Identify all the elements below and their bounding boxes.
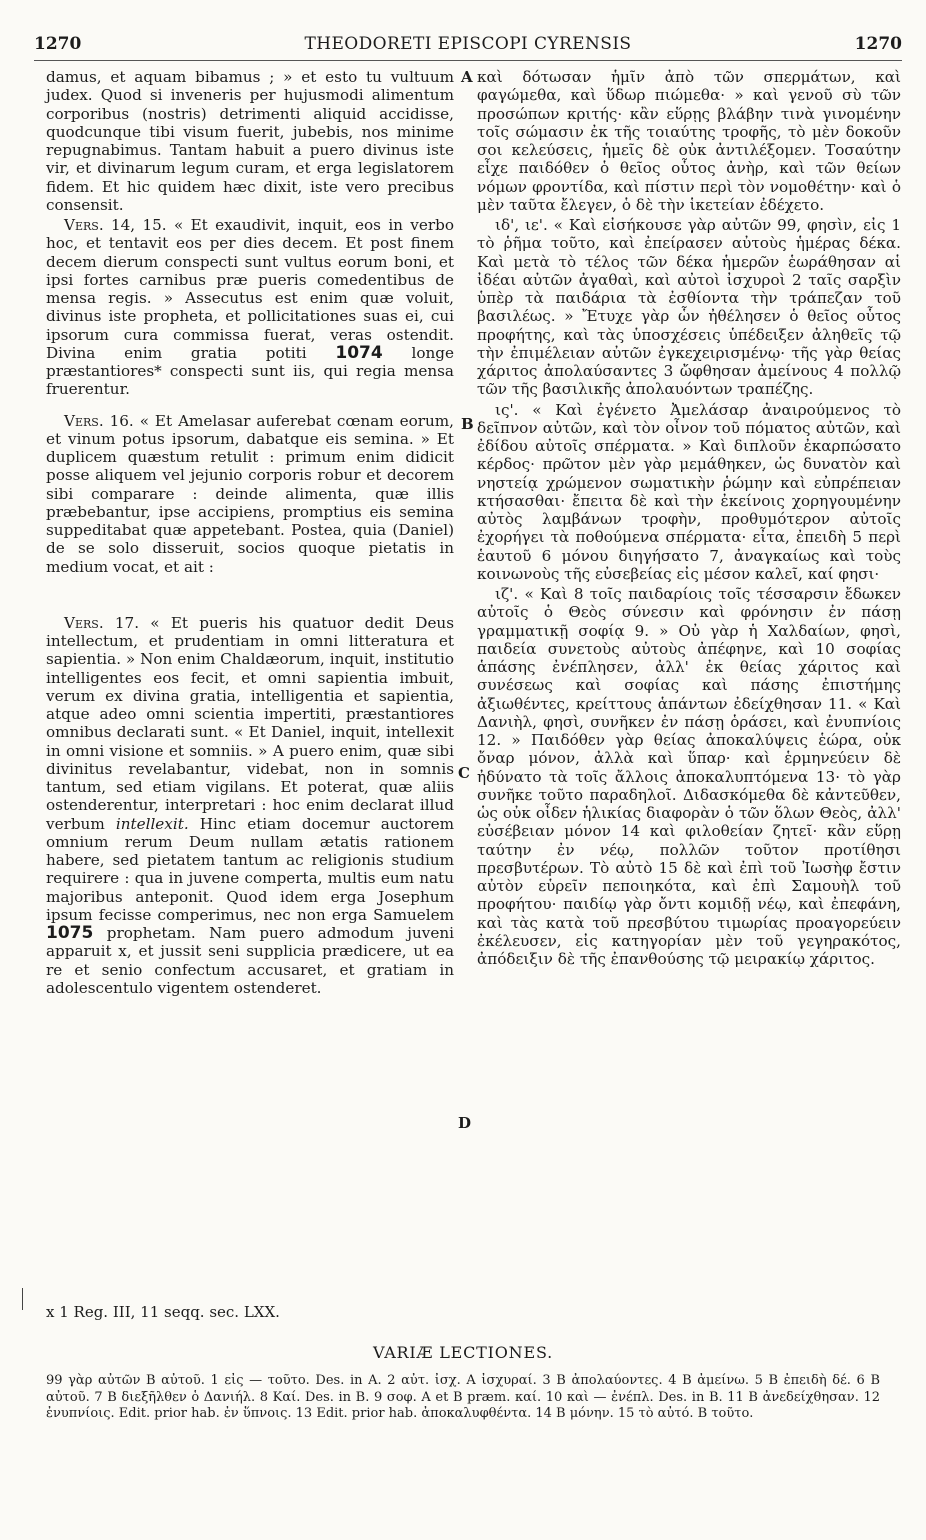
column-number: 1074 <box>335 342 383 363</box>
page-number-left: 1270 <box>34 34 82 54</box>
italic-word: intellexit. <box>115 814 189 833</box>
section-marker-d: D <box>458 1114 472 1132</box>
page-header <box>34 34 902 60</box>
latin-paragraph-2: Vers. 14, 15. « Et exaudivit, inquit, eos in verbo hoc, et tentavit eos per dies decem. Et post finem decem dierum conspecti sunt vultus eorum boni, et ipsi fortes carnibus præ pueris comedentibus de mensa regis. » Assecutus est enim quæ voluit, divinus iste propheta, et pollicitationes suas ei, cui ipsorum cura commissa fuerat, veras ostendit. Divina enim gratia potiti 1074 longe præstantiores* conspecti sunt iis, qui regia mensa fruerentur. <box>46 216 454 399</box>
page-number-right: 1270 <box>854 34 902 54</box>
variae-text: 99 γὰρ αὐτῶν B αὐτοῦ. 1 εἰς — τοῦτο. Des. in A. 2 αὐτ. ἰσχ. A ἰσχυραί. 3 B ἀπολαύοντες. 4 B ἀμείνω. 5 B ἐπειδὴ δέ. 6 B αὐτοῦ. 7 B διεξῆλθεν ὁ Δανιήλ. 8 Καί. Des. in B. 9 σοφ. A et B præm. καί. 10 καὶ — ἐνέπλ. Des. in B. 11 B ἀνεδείχθησαν. 12 ἐνυπνίοις. Edit. prior hab. ἐν ὕπνοις. 13 Edit. prior hab. ἀποκαλυφθέντα. 14 B μόνην. 15 τὸ αὐτό. B τοῦτο. <box>46 1373 880 1421</box>
margin-mark <box>22 1288 23 1310</box>
greek-column <box>477 68 901 968</box>
variae-heading: VARIÆ LECTIONES. <box>372 1343 554 1362</box>
latin-paragraph-3: Vers. 16. « Et Amelasar auferebat cœnam eorum, et vinum potus ipsorum, dabatque eis semina. » Et duplicem quæstum retulit : primum enim didicit posse aliquem vel jejunio corporis robur et decorem sibi comparare : deinde alimenta, quæ illis præbebantur, ipse accipiens, promptius eis semina suppeditabat quæ appetebant. Postea, quia (Daniel) de se solo disseruit, socios quoque pietatis in medium vocat, et ait : <box>46 411 455 576</box>
header-rule <box>34 60 902 61</box>
greek-paragraph-2: ιδ', ιε'. « Καὶ εἰσήκουσε γὰρ αὐτῶν 99, φησὶν, εἰς 1 τὸ ῥῆμα τοῦτο, καὶ ἐπείρασεν αὐτοὺς ἡμέρας δέκα. Καὶ μετὰ τὸ τέλος τῶν δέκα ἡμερῶν ἑωράθησαν αἱ ἰδέαι αὐτῶν ἀγαθαὶ, καὶ αὐτοὶ ἰσχυροὶ 2 ταῖς σαρξὶν ὑπὲρ τὰ παιδάρια τὰ ἐσθίοντα τὴν τράπεζαν τοῦ βασιλέως. » Ἔτυχε γὰρ ὧν ἠθέλησεν ὁ θεῖος οὗτος προφήτης, καὶ τὰς ὑποσχέσεις ὑπέδειξεν ἀληθεῖς τῷ τὴν ἐπιμέλειαν αὐτῶν ἐγκεχειρισμένῳ· τῆς γὰρ θείας χάριτος ἀπολαύσαντες 3 ὤφθησαν ἀμείνους 4 πολλῷ τῶν τῆς βασιλικῆς ἀπολαυόντων τραπέζης. <box>477 216 901 399</box>
section-marker-b: B <box>461 415 474 433</box>
column-number: 1075 <box>46 923 94 943</box>
verse-label: Vers. 14, 15. <box>64 216 167 234</box>
running-title: THEODORETI EPISCOPI CYRENSIS <box>304 34 632 54</box>
section-marker-c: C <box>458 764 470 782</box>
verse-label: Vers. 17. <box>64 613 140 632</box>
section-marker-a: A <box>461 68 473 86</box>
footnote: x 1 Reg. III, 11 seqq. sec. LXX. <box>46 1303 280 1321</box>
latin-paragraph-1: damus, et aquam bibamus ; » et esto tu vultuum judex. Quod si inveneris per hujusmodi alimentum corporibus (nostris) detrimenti aliquid accidisse, quodcunque tibi visum fuerit, jubebis, nos minime repugnabimus. Tantam habuit a puero divinus iste vir, et divinarum legum curam, et erga legislatorem fidem. Et hic quidem hæc dixit, iste vero precibus consensit. <box>46 68 454 214</box>
latin-column <box>46 68 454 997</box>
latin-paragraph-4: Vers. 17. « Et pueris his quatuor dedit Deus intellectum, et prudentiam in omni litteratura et sapientia. » Non enim Chaldæorum, inquit, institutio intelligentes eos fecit, et omni sapientia imbuit, verum ex divina gratia, intelligentia et sapientia, atque adeo omni scientia impertiti, præstantiores omnibus declarati sunt. « Et Daniel, inquit, intellexit in omni visione et somniis. » A puero enim, quæ sibi divinitus revelabantur, videbat, non in somnis tantum, sed etiam vigilans. Et poterat, quæ aliis ostenderentur, interpretari : hoc enim declarat illud verbum intellexit. Hinc etiam docemur auctorem omnium rerum Deum nullam ætatis rationem habere, sed pietatem tantum ac religionis studium requirere : qua in juvene comperta, multis eum natu majoribus anteponit. Quod idem erga Josephum ipsum fecisse comperimus, nec non erga Samuelem 1075 prophetam. Nam puero admodum juveni apparuit x, et jussit seni supplicia prædicere, ut ea re et senio confectum accusaret, et gratiam in adolescentulo vigentem ostenderet. <box>46 613 455 997</box>
greek-paragraph-4: ιζ'. « Καὶ 8 τοῖς παιδαρίοις τοῖς τέσσαρσιν ἔδωκεν αὐτοῖς ὁ Θεὸς σύνεσιν καὶ φρόνησιν ἐν πάσῃ γραμματικῇ σοφίᾳ 9. » Οὐ γὰρ ἡ Χαλδαίων, φησὶ, παιδεία συνετοὺς αὐτοὺς ἀπέφηνε, καὶ 10 σοφίας ἁπάσης ἐνέπλησεν, ἀλλ' ἐκ θείας χάριτος καὶ συνέσεως καὶ σοφίας καὶ πάσης ἐπιστήμης ἀξιωθέντες, κρείττους ἁπάντων ἐδείχθησαν 11. « Καὶ Δανιὴλ, φησὶ, συνῆκεν ἐν πάσῃ ὁράσει, καὶ ἐνυπνίοις 12. » Παιδόθεν γὰρ θείας ἀποκαλύψεις ἑώρα, οὐκ ὄναρ μόνον, ἀλλὰ καὶ ὕπαρ· καὶ ἑρμηνεύειν δὲ ἠδύνατο τὰ τοῖς ἄλλοις ἀποκαλυπτόμενα 13· τὸ γὰρ συνῆκε τοῦτο παραδηλοῖ. Διδασκόμεθα δὲ κἀντεῦθεν, ὡς οὐκ οἶδεν ἡλικίας διαφορὰν ὁ τῶν ὅλων Θεὸς, ἀλλ' εὐσέβειαν μόνον 14 καὶ φιλοθείαν ζητεῖ· κἂν εὕρῃ ταύτην ἐν νέῳ, πολλῶν τοῦτον προτίθησι πρεσβυτέρων. Τὸ αὐτὸ 15 δὲ καὶ ἐπὶ τοῦ Ἰωσὴφ ἔστιν αὐτὸν εὑρεῖν πεποιηκότα, καὶ ἐπὶ Σαμουὴλ τοῦ προφήτου· παιδίῳ γὰρ ὄντι κομιδῇ νέῳ, καὶ ἐπεφάνη, καὶ τὰς κατὰ τοῦ πρεσβύτου τιμωρίας προαγορεύειν ἐκέλευσεν, εἰς κατηγορίαν μὲν τοῦ γεγηρακότος, ἀπόδειξιν δὲ τῆς ἐπανθούσης τῷ μειρακίῳ χάριτος. <box>477 585 901 968</box>
verse-label: Vers. 16. <box>64 411 134 430</box>
greek-paragraph-3: ις'. « Καὶ ἐγένετο Ἀμελάσαρ ἀναιρούμενος τὸ δεῖπνον αὐτῶν, καὶ τὸν οἶνον τοῦ πόματος αὐτῶν, καὶ ἐδίδου αὐτοῖς σπέρματα. » Καὶ διπλοῦν ἐκαρπώσατο κέρδος· πρῶτον μὲν γὰρ μεμάθηκεν, ὡς δυνατὸν καὶ νηστείᾳ χρώμενον σωματικὴν ῥώμην καὶ εὐπρέπειαν κτήσασθαι· ἔπειτα δὲ καὶ τὴν ἐκείνοις χορηγουμένην αὐτὸς λαμβάνων τροφὴν, προθυμότερον αὐτοῖς ἐχορήγει τὰ ποθούμενα σπέρματα· εἶτα, ἐπειδὴ 5 περὶ ἑαυτοῦ 6 μόνου διηγήσατο 7, ἀναγκαίως καὶ τοὺς κοινωνοὺς τῆς εὐσεβείας εἰς μέσον καλεῖ, καί φησι· <box>477 400 901 583</box>
greek-paragraph-1: καὶ δότωσαν ἡμῖν ἀπὸ τῶν σπερμάτων, καὶ φαγώμεθα, καὶ ὕδωρ πιώμεθα· » καὶ γενοῦ σὺ τῶν προσώπων κριτής· κἂν εὕρῃς βλάβην τινὰ γινομένην τοῖς σώμασιν ἐκ τῆς τοιαύτης τροφῆς, τὸ μὲν δοκοῦν σοι κελεύσεις, ἡμεῖς δὲ οὐκ ἀντιλέξομεν. Τοσαύτην εἶχε παιδόθεν ὁ θεῖος οὗτος ἀνὴρ, καὶ τῶν θείων νόμων φροντίδα, καὶ πίστιν περὶ τὸν νομοθέτην· καὶ ὁ μὲν ταῦτα ἔλεγεν, ὁ δὲ τὴν ἱκετείαν ἐδέχετο. <box>477 68 901 214</box>
